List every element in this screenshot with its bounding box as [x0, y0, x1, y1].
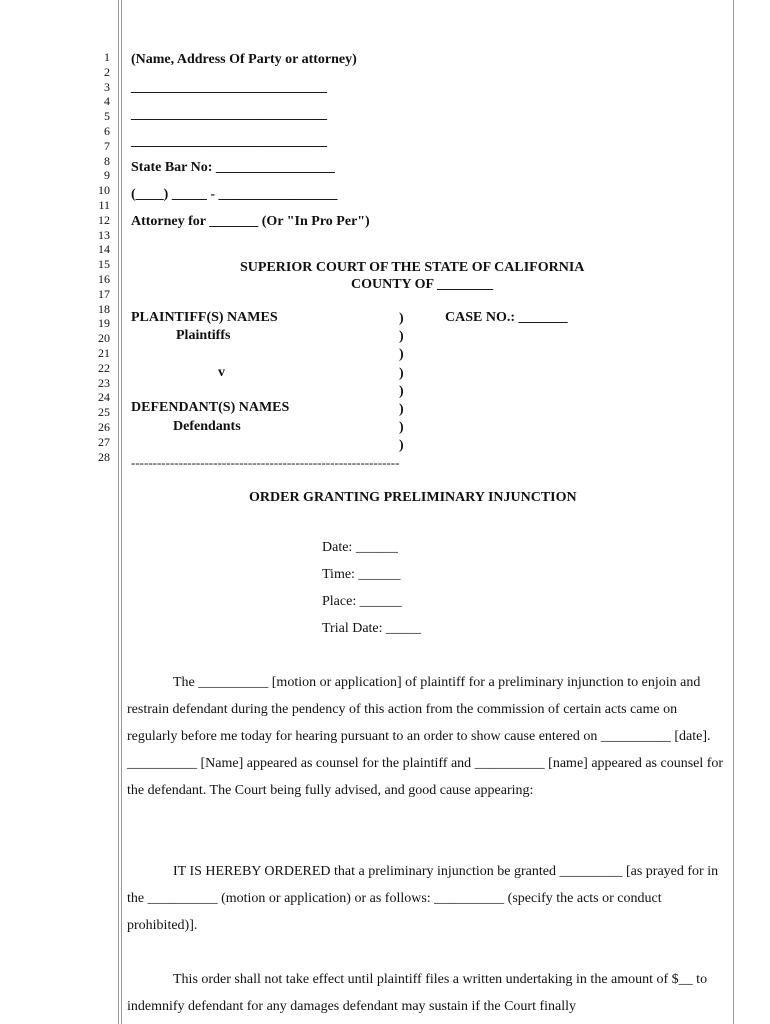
address-blank-line-2: ____________________________ [131, 107, 327, 122]
court-county: COUNTY OF ________ [351, 277, 494, 292]
caption-paren: ) [399, 311, 404, 326]
party-name-address: (Name, Address Of Party or attorney) [131, 52, 357, 67]
attorney-for: Attorney for _______ (Or "In Pro Per") [131, 214, 370, 229]
line-number: 8 [104, 153, 110, 168]
line-number: 26 [98, 419, 110, 434]
hearing-place: Place: ______ [322, 594, 402, 609]
line-number: 5 [104, 109, 110, 124]
line-number: 10 [98, 183, 110, 198]
caption-paren: ) [399, 365, 404, 381]
line-number: 24 [98, 390, 110, 405]
address-blank-line-1: ____________________________ [131, 80, 327, 95]
line-number: 27 [98, 434, 110, 449]
line-number: 28 [98, 449, 110, 464]
caption-paren: ) [399, 420, 404, 436]
right-margin-rule [733, 0, 734, 1024]
state-bar-number: State Bar No: _________________ [131, 160, 335, 175]
plaintiffs-label: Plaintiffs [176, 328, 231, 343]
paragraph-ordered [127, 858, 727, 939]
left-margin-rule-inner [121, 0, 122, 1024]
paragraph-hearing [127, 669, 727, 804]
line-number: 22 [98, 360, 110, 375]
caption-paren: ) [399, 383, 404, 399]
caption-paren: ) [399, 347, 404, 363]
order-title: ORDER GRANTING PRELIMINARY INJUNCTION [249, 490, 577, 505]
paragraph-undertaking [127, 966, 727, 1020]
line-number: 14 [98, 242, 110, 257]
address-blank-line-3: ____________________________ [131, 134, 327, 149]
caption-divider: -------------------------------------------------------------- [131, 455, 400, 470]
line-number: 4 [104, 94, 110, 109]
caption-paren: ) [399, 401, 404, 417]
line-number-column [78, 50, 110, 464]
line-number: 6 [104, 123, 110, 138]
line-number: 16 [98, 271, 110, 286]
hearing-time: Time: ______ [322, 567, 401, 582]
line-number: 21 [98, 345, 110, 360]
line-number: 17 [98, 286, 110, 301]
line-number: 9 [104, 168, 110, 183]
trial-date: Trial Date: _____ [322, 621, 422, 636]
line-number: 2 [104, 64, 110, 79]
line-number: 25 [98, 405, 110, 420]
line-number: 18 [98, 301, 110, 316]
caption-paren: ) [399, 329, 404, 345]
paragraph-undertaking-text: This order shall not take effect until plaintiff files a written undertaking in the amount of $__ to indemnify defendant for any damages defendant may sustain if the Court finally [127, 972, 708, 1014]
court-name: SUPERIOR COURT OF THE STATE OF CALIFORNIA [240, 260, 585, 275]
line-number: 3 [104, 79, 110, 94]
paragraph-hearing-text: The __________ [motion or application] of plaintiff for a preliminary injunction to enjoin and restrain defendant during the pendency of this action from the commission of certain acts came on regularly before me today for hearing pursuant to an order to show cause entered on __________ [date]. __________ [Name] appeared as counsel for the plaintiff and __________ [name] appeared as counsel for the defendant. The Court being fully advised, and good cause appearing: [127, 675, 724, 798]
line-number: 23 [98, 375, 110, 390]
case-number: CASE NO.: _______ [445, 310, 568, 325]
line-number: 20 [98, 331, 110, 346]
hearing-date: Date: ______ [322, 540, 398, 555]
line-number: 13 [98, 227, 110, 242]
line-number: 19 [98, 316, 110, 331]
defendants-names: DEFENDANT(S) NAMES [131, 400, 290, 415]
plaintiffs-names: PLAINTIFF(S) NAMES [131, 310, 278, 325]
line-number: 12 [98, 212, 110, 227]
caption-paren: ) [399, 438, 404, 454]
phone-number: (____) _____ - _________________ [131, 187, 338, 202]
defendants-label: Defendants [173, 419, 241, 434]
line-number: 15 [98, 257, 110, 272]
paragraph-ordered-text: IT IS HEREBY ORDERED that a preliminary injunction be granted _________ [as prayed for in the __________ (motion or application) or as follows: __________ (specify the acts or conduct prohibited)]. [127, 864, 719, 933]
left-margin-rule-outer [118, 0, 119, 1024]
line-number: 11 [98, 197, 110, 212]
line-number: 1 [104, 50, 110, 64]
caption-parentheses [399, 310, 404, 456]
line-number: 7 [104, 138, 110, 153]
versus: v [218, 365, 225, 380]
